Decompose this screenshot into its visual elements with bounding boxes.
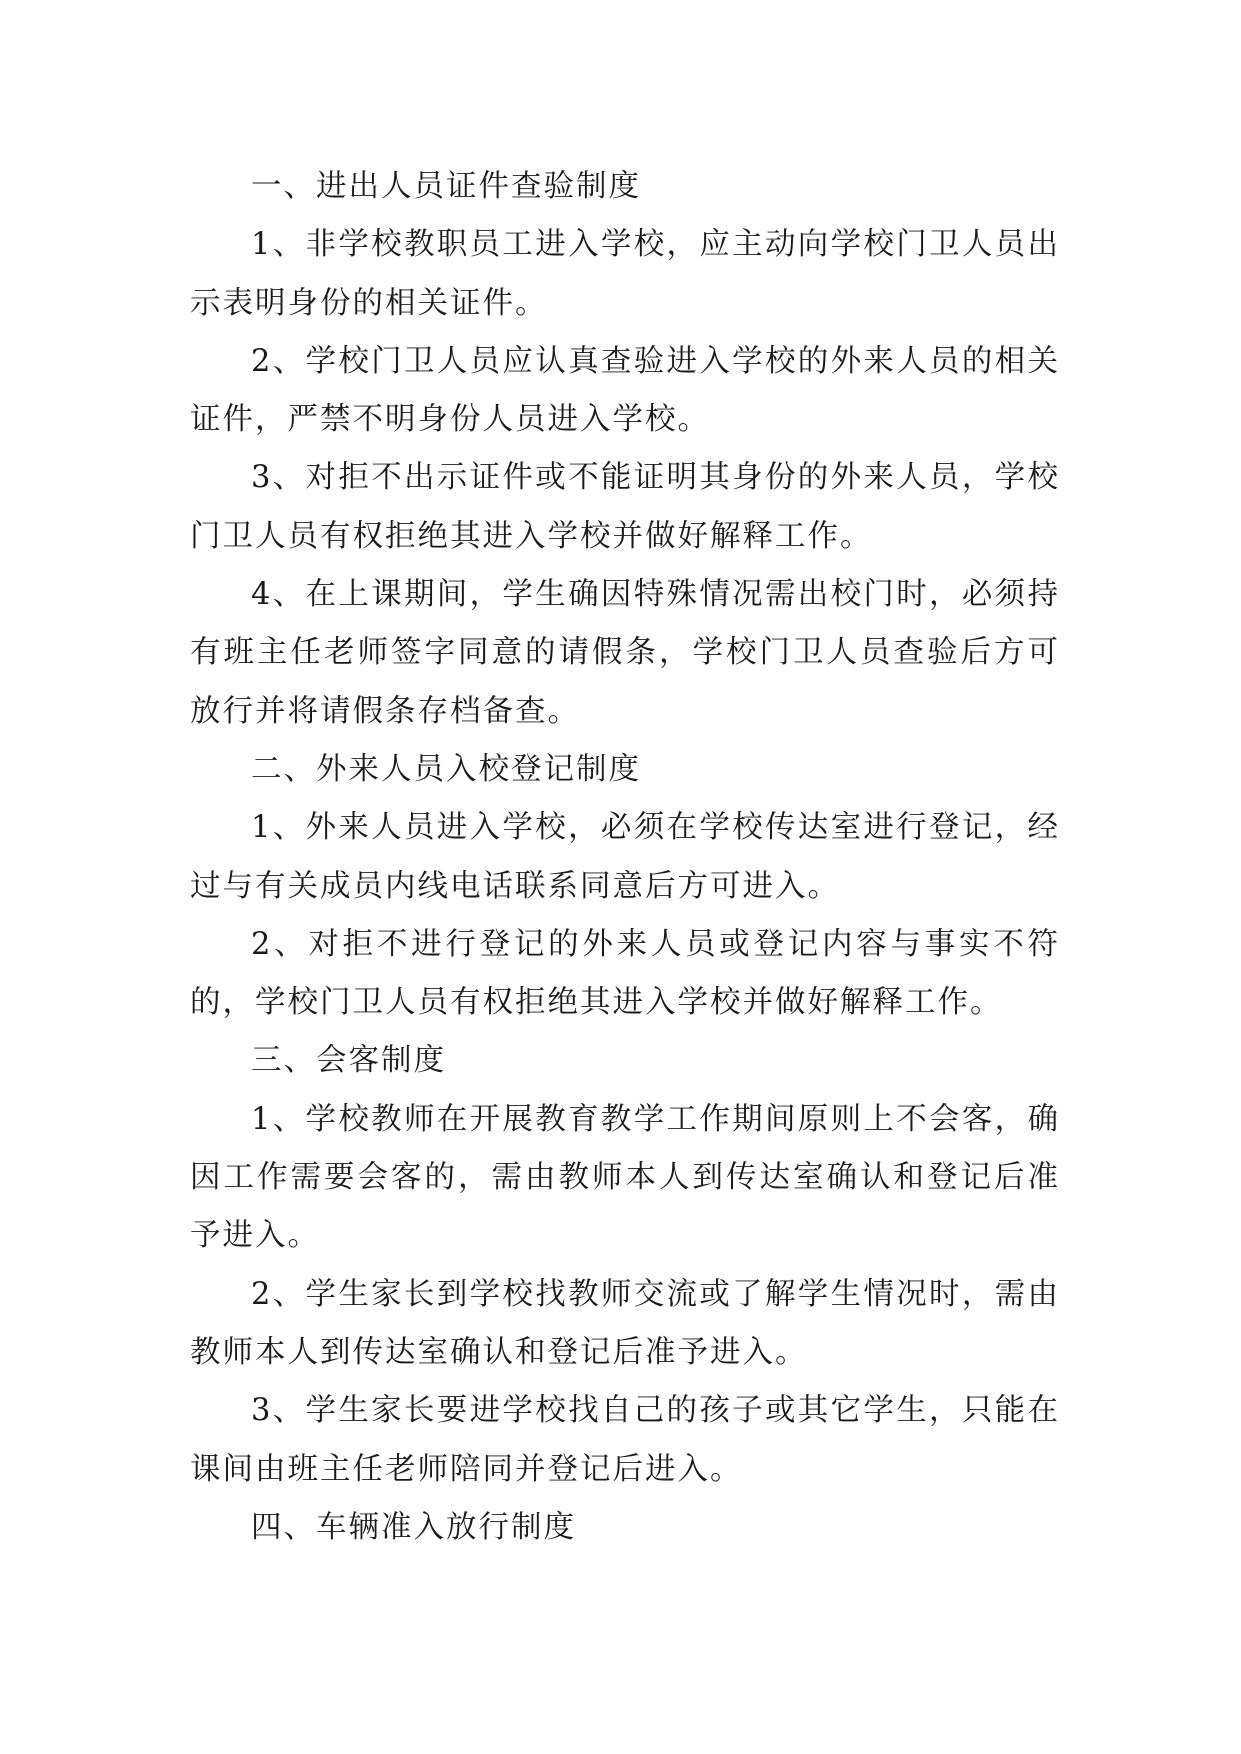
section-heading-1: 一、进出人员证件查验制度: [251, 169, 641, 204]
paragraph-3-1: 1、学校教师在开展教育教学工作期间原则上不会客，确因工作需要会客的，需由教师本人到传达室确认和登记后准予进入。: [190, 1101, 1060, 1254]
section-heading-3: 三、会客制度: [251, 1043, 446, 1079]
paragraph-3-2: 2、学生家长到学校找教师交流或了解学生情况时，需由教师本人到传达室确认和登记后准予进入。: [190, 1276, 1060, 1370]
paragraph-2-2: 2、对拒不进行登记的外来人员或登记内容与事实不符的，学校门卫人员有权拒绝其进入学校并做好解释工作。: [190, 926, 1060, 1021]
paragraph-2-1: 1、外来人员进入学校，必须在学校传达室进行登记，经过与有关成员内线电话联系同意后方可进入。: [190, 810, 1060, 904]
paragraph-1-3: 3、对拒不出示证件或不能证明其身份的外来人员，学校门卫人员有权拒绝其进入学校并做好解释工作。: [190, 460, 1060, 554]
section-heading-2: 二、外来人员入校登记制度: [251, 751, 641, 787]
paragraph-1-2: 2、学校门卫人员应认真查验进入学校的外来人员的相关证件，严禁不明身份人员进入学校。: [190, 343, 1060, 438]
paragraph-3-3: 3、学生家长要进学校找自己的孩子或其它学生，只能在课间由班主任老师陪同并登记后进入。: [190, 1393, 1060, 1487]
document-body: [190, 158, 1060, 1557]
paragraph-1-1: 1、非学校教职员工进入学校，应主动向学校门卫人员出示表明身份的相关证件。: [190, 227, 1060, 321]
section-heading-4: 四、车辆准入放行制度: [251, 1509, 576, 1545]
paragraph-1-4: 4、在上课期间，学生确因特殊情况需出校门时，必须持有班主任老师签字同意的请假条，学校门卫人员查验后方可放行并将请假条存档备查。: [190, 577, 1060, 729]
